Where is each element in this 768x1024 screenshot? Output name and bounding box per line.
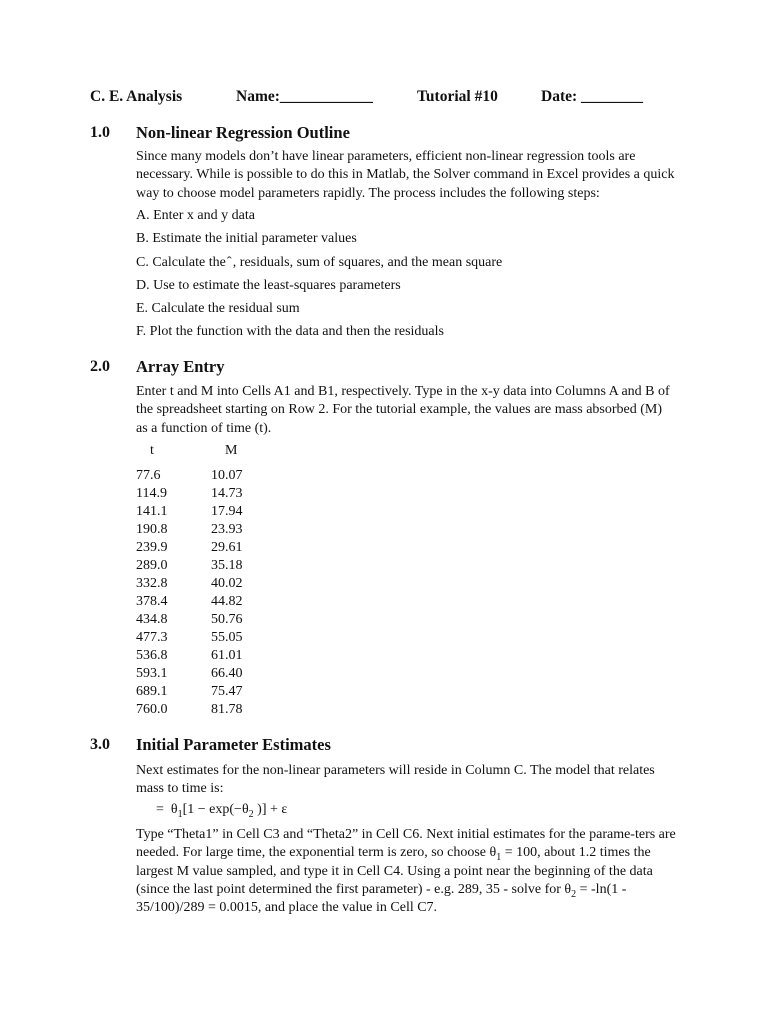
cell-t: 760.0 [136,702,168,717]
column-header-t: t [150,443,154,458]
step-a: A. Enter x and y data [136,208,255,223]
cell-m: 29.61 [211,540,243,555]
cell-m: 55.05 [211,630,243,645]
cell-m: 66.40 [211,666,243,681]
cell-t: 332.8 [136,576,168,591]
equation-theta: θ [170,802,178,817]
cell-m: 81.78 [211,702,243,717]
cell-t: 239.9 [136,540,168,555]
cell-m: 61.01 [211,648,243,663]
cell-t: 190.8 [136,522,168,537]
cell-t: 289.0 [136,558,168,573]
equation-mid: [1 − exp(−θ [182,802,249,817]
section-3-instructions [136,826,676,917]
table-row [136,665,296,683]
data-table [136,467,296,719]
section-2-title: Array Entry [136,357,225,376]
cell-t: 593.1 [136,666,168,681]
equation-tail: )] + ε [253,802,288,817]
table-row [136,647,296,665]
table-row [136,701,296,719]
section-3-number: 3.0 [90,736,110,753]
cell-m: 75.47 [211,684,243,699]
cell-t: 689.1 [136,684,168,699]
instructions-part-2: = 100, about 1.2 times the largest M value sampled, and type it in Cell C4. Using a point near the beginning of the data (since the last point determined the first parameter) - e.g. 289, 35 - solve for θ [136,845,653,897]
table-row [136,575,296,593]
step-b: B. Estimate the initial parameter values [136,231,357,246]
step-d: D. Use to estimate the least-squares parameters [136,278,401,293]
cell-m: 23.93 [211,522,243,537]
cell-t: 477.3 [136,630,168,645]
table-row [136,539,296,557]
instructions-sub-1: 1 [496,852,502,864]
section-2-number: 2.0 [90,358,110,375]
name-field: Name:____________ [236,88,373,105]
course-title: C. E. Analysis [90,88,183,105]
table-row [136,611,296,629]
section-1-intro: Since many models don’t have linear parameters, efficient non-linear regression tools are necessary. While is possible to do this in Matlab, the Solver command in Excel provides a quick way to choose model parameters rapidly. The process includes the following steps: [136,149,675,201]
instructions-part-1: Type “Theta1” in Cell C3 and “Theta2” in Cell C6. Next initial estimates for the parame-ters are needed. For large time, the exponential term is zero, so choose θ [136,827,676,861]
cell-t: 434.8 [136,612,168,627]
equation-sub-2: 2 [248,808,254,820]
cell-m: 14.73 [211,486,243,501]
cell-t: 536.8 [136,648,168,663]
section-1-title: Non-linear Regression Outline [136,123,350,142]
section-1-number: 1.0 [90,124,110,141]
cell-m: 40.02 [211,576,243,591]
table-row [136,503,296,521]
cell-m: 10.07 [211,468,243,483]
column-header-m: M [225,443,238,458]
table-row [136,467,296,485]
equation-lhs: = [156,802,164,817]
date-field: Date: ________ [541,88,644,105]
cell-t: 77.6 [136,468,161,483]
step-e: E. Calculate the residual sum [136,301,300,316]
table-row [136,521,296,539]
instructions-part-3: = -ln(1 - 35/100)/289 = 0.0015, and place the value in Cell C7. [136,881,627,916]
model-equation [156,802,287,820]
table-row [136,629,296,647]
cell-m: 35.18 [211,558,243,573]
cell-m: 44.82 [211,594,243,609]
step-f: F. Plot the function with the data and then the residuals [136,324,444,339]
section-2-intro: Enter t and M into Cells A1 and B1, respectively. Type in the x-y data into Columns A and B of the spreadsheet starting on Row 2. For the tutorial example, the values are mass absorbed (M) as a function of time (t). [136,384,670,436]
cell-t: 141.1 [136,504,168,519]
cell-m: 50.76 [211,612,243,627]
table-row [136,593,296,611]
section-3-intro: Next estimates for the non-linear parameters will reside in Column C. The model that relates mass to time is: [136,763,655,797]
table-row [136,557,296,575]
cell-m: 17.94 [211,504,243,519]
cell-t: 378.4 [136,594,168,609]
table-row [136,485,296,503]
section-3-title: Initial Parameter Estimates [136,735,331,754]
table-row [136,683,296,701]
tutorial-number: Tutorial #10 [417,88,498,105]
cell-t: 114.9 [136,486,167,501]
step-c: C. Calculate the ̂ , residuals, sum of squares, and the mean square [136,255,503,270]
instructions-sub-2: 2 [571,888,577,900]
equation-sub-1: 1 [177,808,183,820]
